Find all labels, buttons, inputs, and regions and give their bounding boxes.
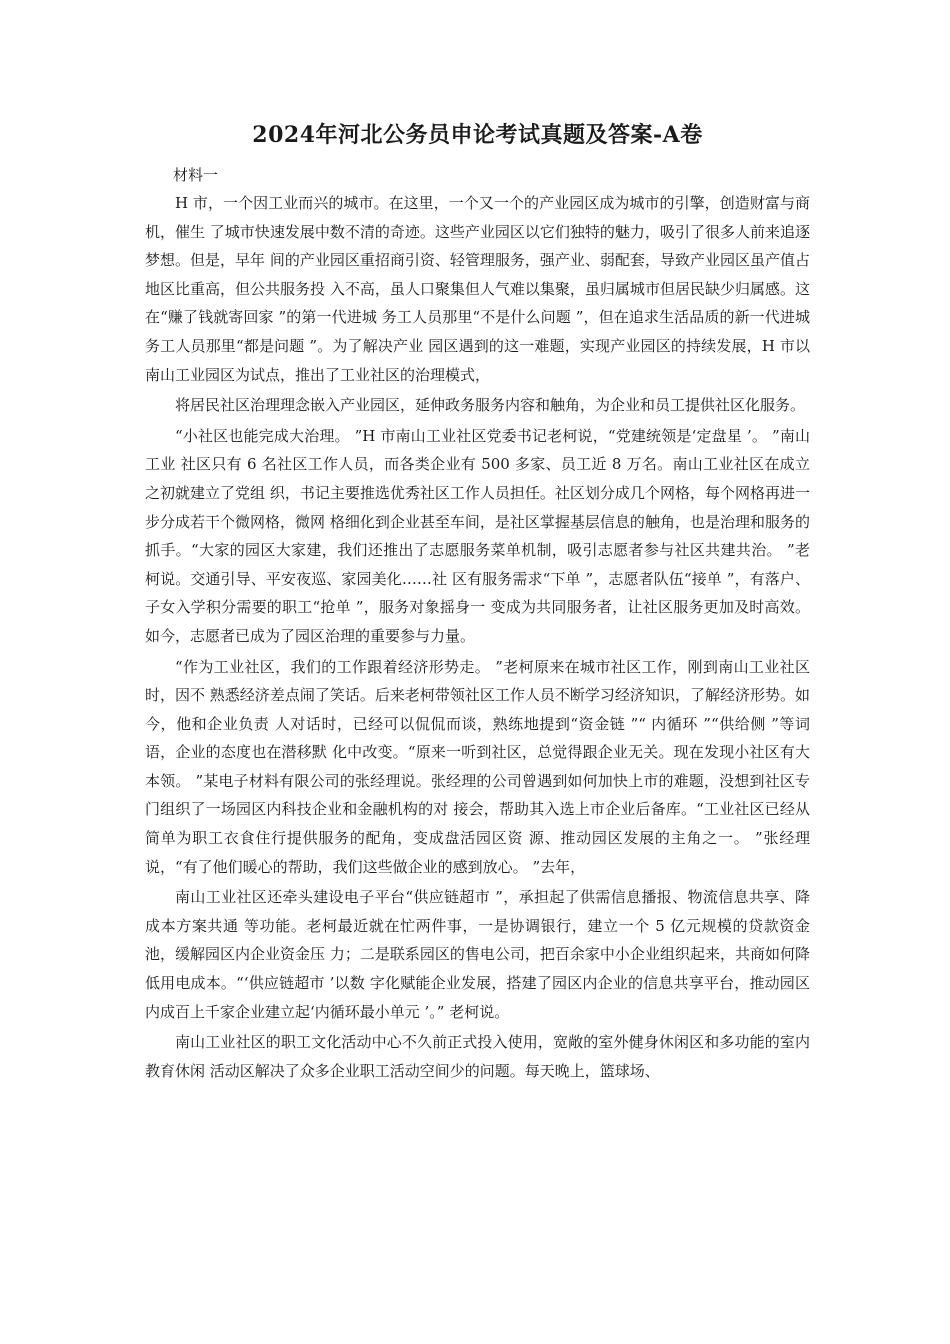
paragraph-3: “小社区也能完成大治理。 ”H 市南山工业社区党委书记老柯说，“党建统领是‘定盘星 ’。 ”南山工业 社区只有 6 名社区工作人员，而各类企业有 500 多家、员工近 8 万名。南山工业社区在成立之初就建立了党组 织，书记主要推选优秀社区工作人员担任。社区划分成几个网格，每个网格再进一步分成若干个微网格，微网 格细化到企业甚至车间，是社区掌握基层信息的触角，也是治理和服务的抓手。“大家的园区大家建，我们还推出了志愿服务菜单机制，吸引志愿者参与社区共建共治。 ”老柯说。交通引导、平安夜巡、家园美化……社 区有服务需求“下单 ”，志愿者队伍“接单 ”，有落户、子女入学积分需要的职工“抢单 ”，服务对象摇身一 变成为共同服务者，让社区服务更加及时高效。如今，志愿者已成为了园区治理的重要参与力量。 [145, 426, 810, 645]
paragraph-6: 南山工业社区的职工文化活动中心不久前正式投入使用，宽敞的室外健身休闲区和多功能的室内教育休闲 活动区解决了众多企业职工活动空间少的问题。每天晚上，篮球场、 [145, 1033, 810, 1080]
document-title: 2024年河北公务员申论考试真题及答案-A卷 [252, 122, 703, 148]
paragraph-5: 南山工业社区还牵头建设电子平台“供应链超市 ”，承担起了供需信息播报、物流信息共享、降成本方案共通 等功能。老柯最近就在忙两件事，一是协调银行，建立一个 5 亿元规模的贷款资金池，缓解园区内企业资金压 力；二是联系园区的售电公司，把百余家中小企业组织起来，共商如何降低用电成本。“‘供应链超市 ’以数 字化赋能企业发展，搭建了园区内企业的信息共享平台，推动园区内成百上千家企业建立起‘内循环最小单元 ’。” 老柯说。 [145, 888, 810, 1021]
section-label: 材料一 [173, 166, 219, 184]
paragraph-2: 将居民社区治理理念嵌入产业园区，延伸政务服务内容和触角，为企业和员工提供社区化服务。 [175, 396, 806, 415]
paragraph-4: “作为工业社区，我们的工作跟着经济形势走。 ”老柯原来在城市社区工作，刚到南山工业社区时，因不 熟悉经济差点闹了笑话。后来老柯带领社区工作人员不断学习经济知识，了解经济形势。如今，他和企业负责 人对话时，已经可以侃侃而谈，熟练地提到“资金链 ”“ 内循环 ”“供给侧 ”等词语，企业的态度也在潜移默 化中改变。“原来一听到社区，总觉得跟企业无关。现在发现小社区有大本领。 ”某电子材料有限公司的张经理说。张经理的公司曾遇到如何加快上市的难题，没想到社区专门组织了一场园区内科技企业和金融机构的对 接会，帮助其入选上市企业后备库。“工业社区已经从简单为职工衣食住行提供服务的配角，变成盘活园区资 源、推动园区发展的主角之一。 ”张经理说，“有了他们暖心的帮助，我们这些做企业的感到放心。 ”去年， [145, 657, 810, 876]
paragraph-1: H 市，一个因工业而兴的城市。在这里，一个又一个的产业园区成为城市的引擎，创造财富与商机，催生 了城市快速发展中数不清的奇迹。这些产业园区以它们独特的魅力，吸引了很多人前来追逐梦想。但是，早年 间的产业园区重招商引资、轻管理服务，强产业、弱配套，导致产业园区虽产值占地区比重高，但公共服务投 入不高，虽人口聚集但人气难以集聚，虽归属城市但居民缺少归属感。这在“赚了钱就寄回家 ”的第一代进城 务工人员那里“不是什么问题 ”，但在追求生活品质的新一代进城务工人员那里“都是问题 ”。为了解决产业 园区遇到的这一难题，实现产业园区的持续发展，H 市以南山工业园区为试点，推出了工业社区的治理模式， [145, 194, 810, 384]
document-body [145, 189, 810, 1085]
